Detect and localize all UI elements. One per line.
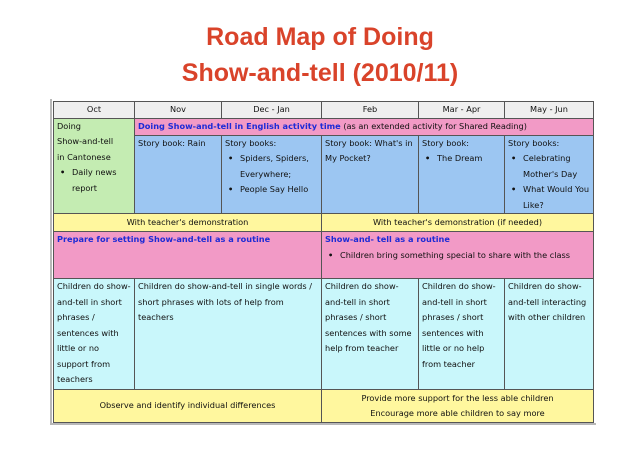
support-cell (322, 390, 594, 423)
story-item: • Celebrating Mother's Day (508, 151, 590, 182)
observe-differences-cell: Observe and identify individual differences (54, 390, 322, 423)
may-jun-story-cell (505, 135, 594, 214)
oct-line: in Cantonese (57, 151, 111, 162)
progress-cell-mar-apr: Children do show-and-tell in short phrases / short sentences with little or no help from teacher (419, 279, 505, 390)
progress-cell-nov-jan: Children do show-and-tell in single words / short phrases with lots of help from teachers (135, 279, 322, 390)
story-heading: Story books: (508, 137, 560, 148)
story-heading: Story book: (422, 137, 469, 148)
header-dec-jan: Dec - Jan (222, 102, 322, 119)
nov-story-cell: Story book: Rain (135, 135, 222, 214)
prepare-routine-cell (54, 232, 322, 279)
header-nov: Nov (135, 102, 222, 119)
header-may-jun: May - Jun (505, 102, 594, 119)
header-oct: Oct (54, 102, 135, 119)
header-feb: Feb (322, 102, 419, 119)
story-item: • People Say Hello (225, 182, 318, 198)
teacher-demo-cell: With teacher's demonstration (54, 214, 322, 232)
story-heading: Story books: (225, 137, 277, 148)
banner-emphasis: Doing Show-and-tell in English activity time (138, 120, 341, 131)
banner-note: (as an extended activity for Shared Reading) (340, 120, 527, 131)
feb-story-cell: Story book: What's in My Pocket? (322, 135, 419, 214)
encourage-line: Encourage more able children to say more (370, 408, 545, 418)
story-item: • The Dream (422, 151, 501, 167)
story-item: • What Would You Like? (508, 182, 590, 213)
oct-bullet: • Daily news report (57, 165, 131, 196)
oct-line: Show-and-tell (57, 136, 114, 146)
mar-apr-story-cell (419, 135, 505, 214)
page-subtitle: Show-and-tell (2010/11) (181, 59, 459, 87)
routine-cell (322, 232, 594, 279)
progress-cell-may-jun: Children do show-and-tell interacting with other children (505, 279, 594, 390)
header-mar-apr: Mar - Apr (419, 102, 505, 119)
page-title: Road Map of Doing (206, 23, 434, 51)
roadmap-table (53, 101, 593, 422)
oct-cantonese-cell (54, 118, 135, 214)
story-item: • Spiders, Spiders, Everywhere; (225, 151, 318, 182)
english-activity-banner (135, 118, 594, 135)
prepare-routine-label: Prepare for setting Show-and-tell as a routine (57, 234, 271, 244)
progress-cell-oct: Children do show-and-tell in short phrases / sentences with little or no support from teachers (54, 279, 135, 390)
teacher-demo-if-needed-cell: With teacher's demonstration (if needed) (322, 214, 594, 232)
dec-jan-story-cell (222, 135, 322, 214)
routine-heading: Show-and- tell as a routine (325, 234, 450, 244)
support-line: Provide more support for the less able children (361, 392, 554, 403)
routine-bullet: • Children bring something special to share with the class (325, 248, 590, 264)
oct-line: Doing (57, 120, 81, 131)
header-row (54, 102, 594, 119)
progress-cell-feb: Children do show-and-tell in short phrases / short sentences with some help from teacher (322, 279, 419, 390)
